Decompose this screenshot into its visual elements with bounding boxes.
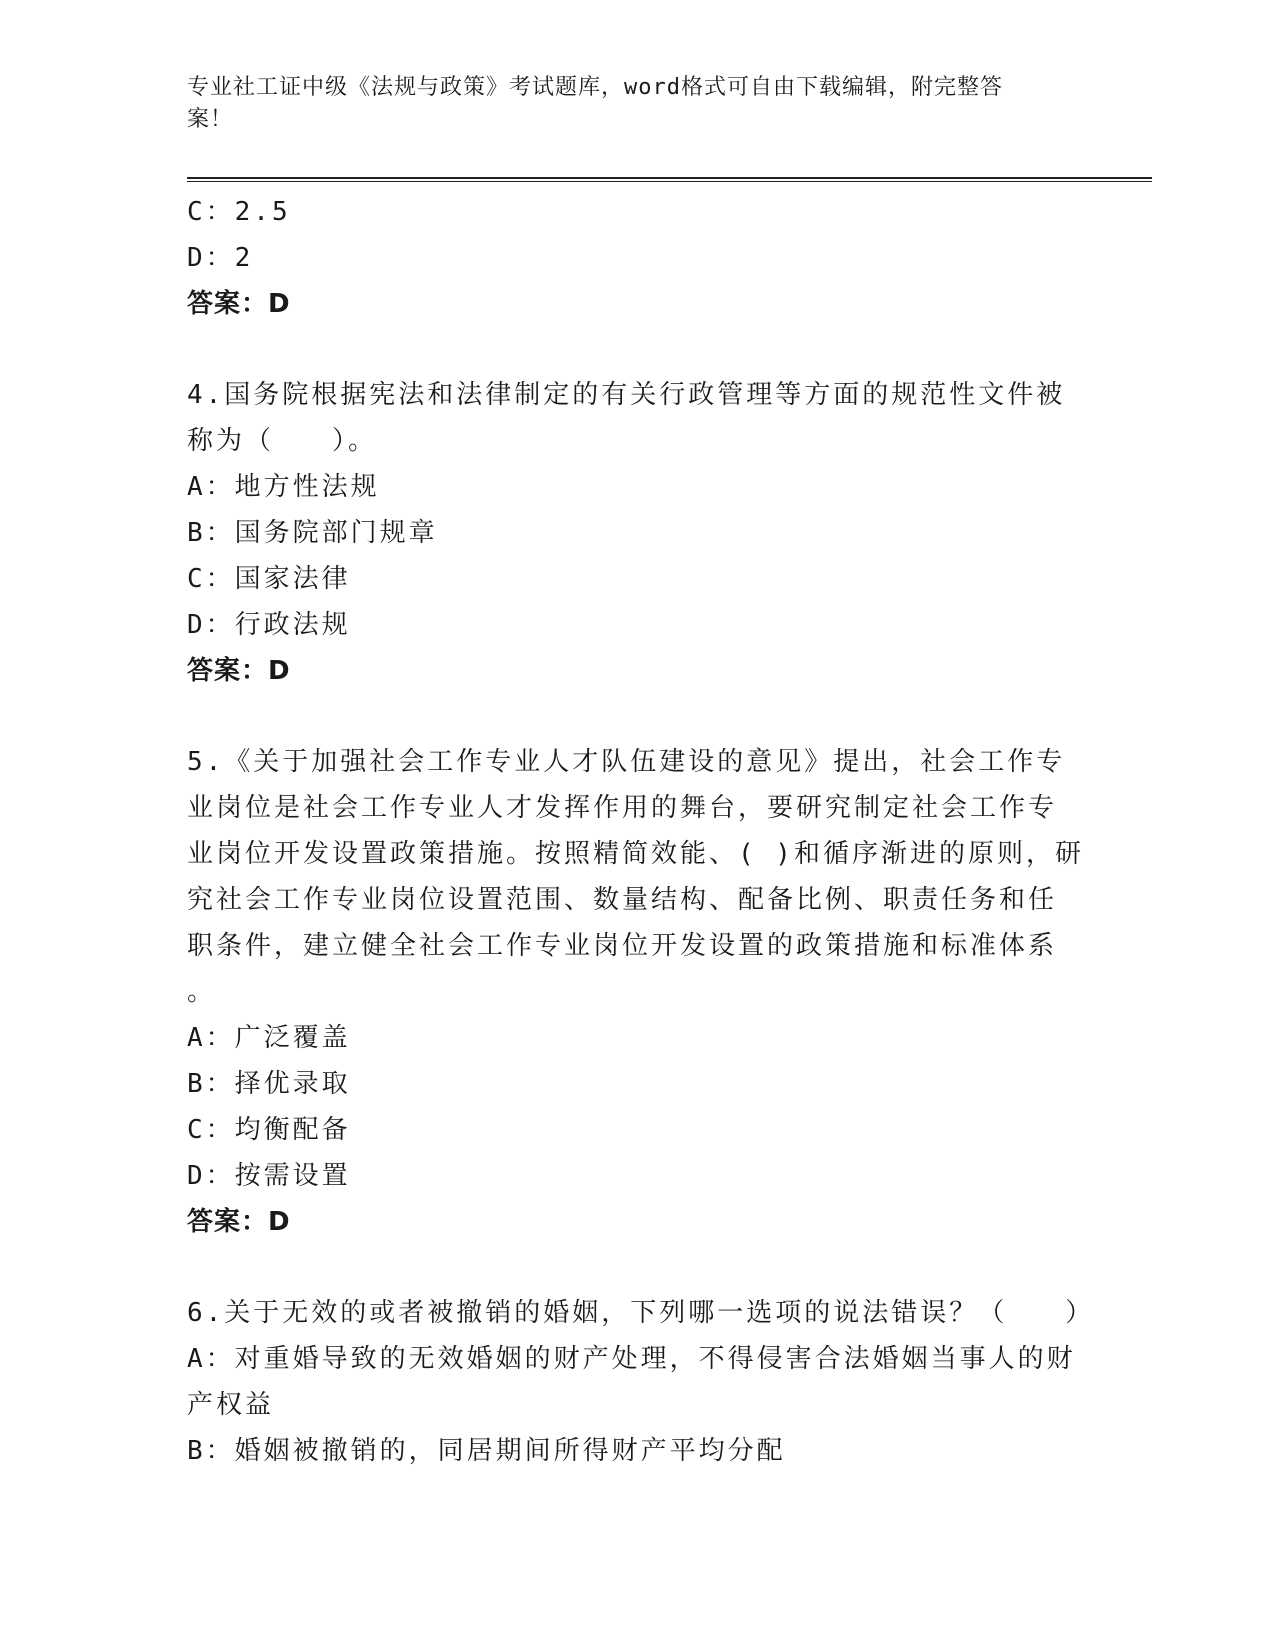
question-6: [187, 1290, 1095, 1474]
option-d: D：2: [187, 243, 254, 273]
header-line-1: 专业社工证中级《法规与政策》考试题库，word格式可自由下载编辑，附完整答: [187, 75, 1003, 100]
question-4: [187, 372, 1087, 694]
question-stem: 究社会工作专业岗位设置范围、数量结构、配备比例、职责任务和任: [187, 885, 1058, 915]
option-b: B：婚姻被撤销的，同居期间所得财产平均分配: [187, 1436, 786, 1466]
question-stem: 4.国务院根据宪法和法律制定的有关行政管理等方面的规范性文件被: [187, 380, 1066, 410]
question-3-tail: [187, 189, 1087, 327]
option-c: C：国家法律: [187, 564, 351, 594]
spacer: [187, 1245, 1087, 1290]
spacer: [187, 327, 1087, 372]
question-5: [187, 739, 1087, 1245]
option-a: A：地方性法规: [187, 472, 380, 502]
option-d: D：按需设置: [187, 1161, 351, 1191]
header-line-2: 案！: [187, 107, 234, 132]
spacer: [187, 694, 1087, 739]
option-d: D：行政法规: [187, 610, 351, 640]
option-b: B：国务院部门规章: [187, 518, 438, 548]
question-stem: 称为（ ）。: [187, 426, 378, 456]
header-divider-thin: [187, 181, 1152, 182]
question-stem: 业岗位开发设置政策措施。按照精简效能、( )和循序渐进的原则，研: [187, 839, 1084, 869]
answer-line: 答案：D: [187, 289, 291, 319]
option-c: C：均衡配备: [187, 1115, 351, 1145]
answer-line: 答案：D: [187, 656, 291, 686]
question-stem: 5.《关于加强社会工作专业人才队伍建设的意见》提出，社会工作专: [187, 747, 1066, 777]
option-c: C：2.5: [187, 197, 291, 227]
header-divider-thick: [187, 177, 1152, 179]
question-list: [187, 189, 1095, 1474]
question-stem: 职条件，建立健全社会工作专业岗位开发设置的政策措施和标准体系: [187, 931, 1058, 961]
option-a-continued: 产权益: [187, 1390, 275, 1420]
option-a: A：对重婚导致的无效婚姻的财产处理，不得侵害合法婚姻当事人的财: [187, 1344, 1076, 1374]
answer-line: 答案：D: [187, 1207, 291, 1237]
option-b: B：择优录取: [187, 1069, 351, 1099]
option-a: A：广泛覆盖: [187, 1023, 351, 1053]
document-header: [187, 72, 1067, 136]
question-stem: 。: [187, 977, 217, 1007]
question-stem: 6.关于无效的或者被撤销的婚姻，下列哪一选项的说法错误？（ ）: [187, 1298, 1095, 1328]
question-stem: 业岗位是社会工作专业人才发挥作用的舞台，要研究制定社会工作专: [187, 793, 1058, 823]
